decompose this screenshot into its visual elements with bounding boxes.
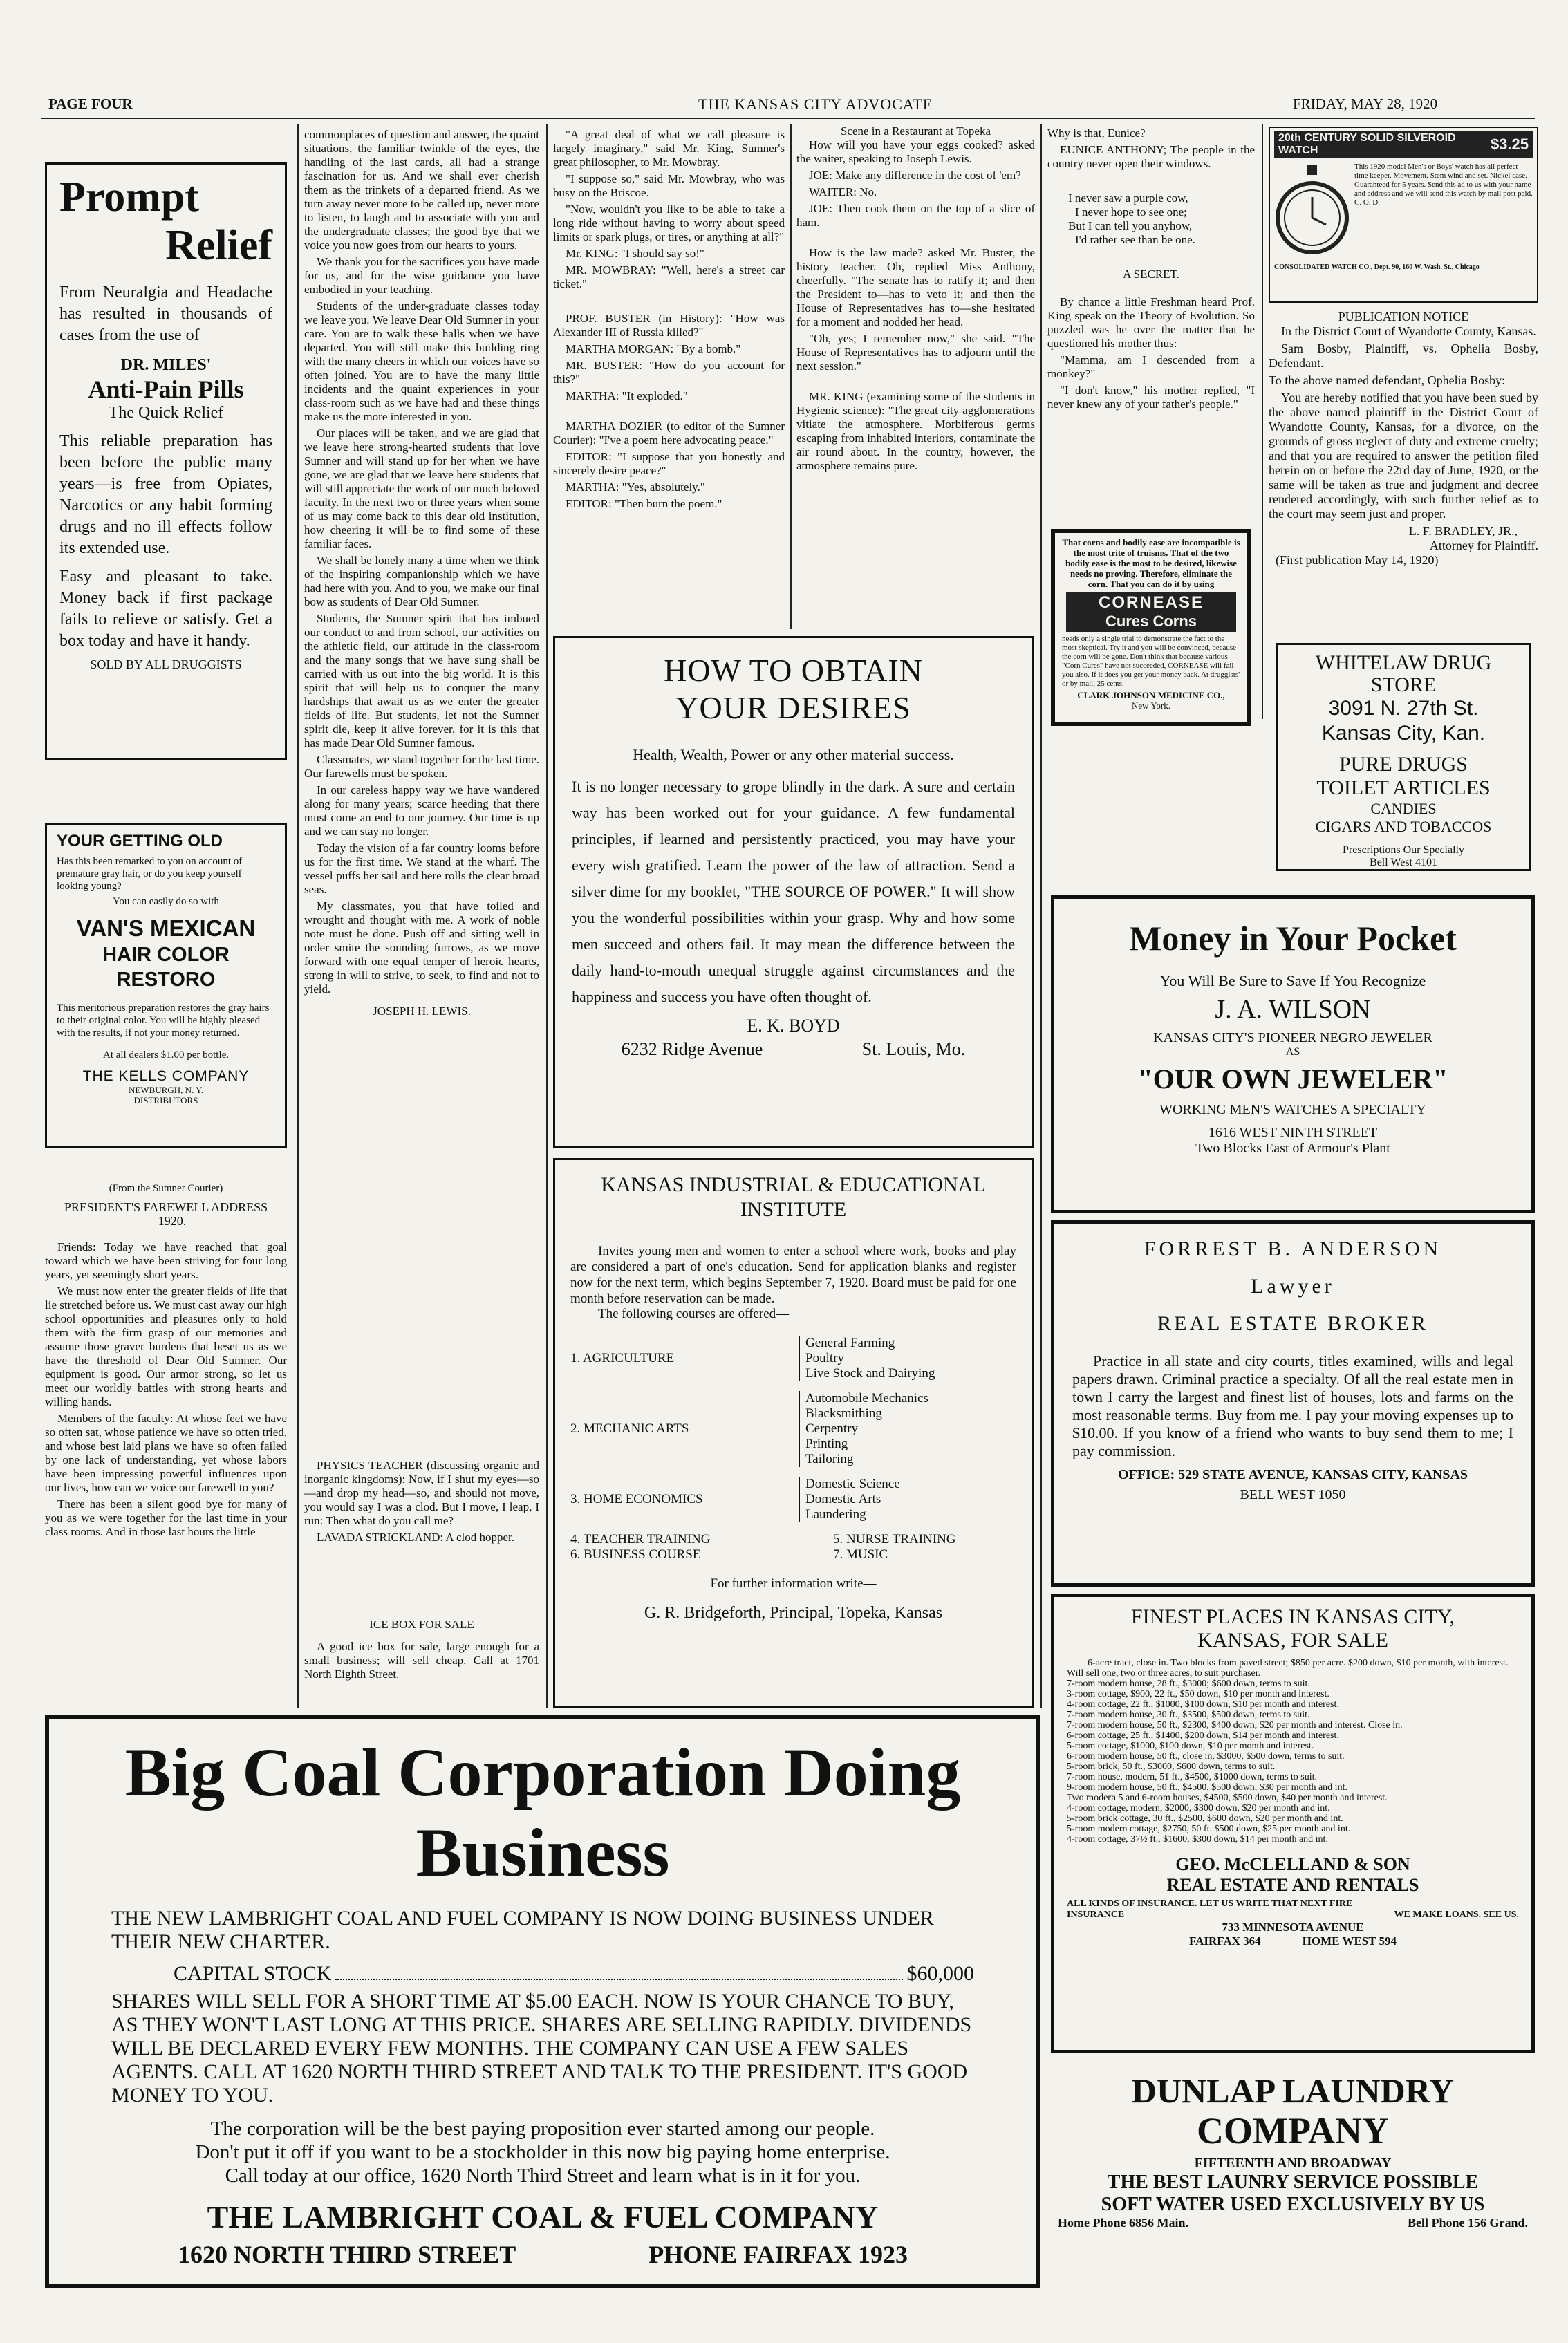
finest-places-ad <box>1051 1594 1535 2053</box>
vans-price: At all dealers $1.00 per bottle. <box>102 1049 230 1061</box>
whitelaw-line-1: PURE DRUGS <box>1339 753 1468 776</box>
farewell-paragraph: Students, the Sumner spirit that has imbued our conduct to and from school, our activities on the athletic field, our attitude in the class-room and the many songs that we have sung shall be carried with us out into the big world. It is this spirit that will help us to conquer the many hardships that await us as we enter the greater fields of life. But students, let not the Sumner spirit die, keep it alive forever, for it is this that has made Dear Old Sumner famous. <box>304 612 539 749</box>
prompt-footer: SOLD BY ALL DRUGGISTS <box>90 657 242 671</box>
desires-subtitle: Health, Wealth, Power or any other material success. <box>633 746 954 763</box>
finest-list <box>1067 1658 1519 1845</box>
coal-ad <box>45 1715 1040 2288</box>
wilson-ad <box>1051 895 1535 1213</box>
farewell-paragraph: Our places will be taken, and we are glad that we leave here strong-hearted students that love Sumner and will stand up for her when we have gone, we are glad that we leave here students that will still appreciate the work of our much beloved faculty. In the next two or three years when some of us may come back to this dear old institution, how cheering it will be to find some of these familiar faces. <box>304 427 539 550</box>
prompt-intro: From Neuralgia and Headache has resulted in thousands of cases from the use of <box>59 283 272 344</box>
anderson-body: Practice in all state and city courts, titles examined, wills and legal papers drawn. Criminal practice a specialty. Of all the real estate men in town I carry the largest and finest list of houses, lots and farms on the most reasonable terms. Buy from me. I pay your moving expenses up to $10.00. If you know of a friend who wants to buy send them to me; I pay commission. <box>1072 1352 1513 1459</box>
anderson-title: Lawyer <box>1251 1275 1335 1298</box>
listing: 5-room modern cottage, $2750, 50 ft. $500 down, $25 per month and int. <box>1067 1824 1351 1834</box>
course-music: 7. MUSIC <box>833 1547 888 1562</box>
wilson-slogan: "OUR OWN JEWELER" <box>1137 1063 1448 1094</box>
wilson-specialty: WORKING MEN'S WATCHES A SPECIALTY <box>1159 1102 1426 1117</box>
wilson-title: Money in Your Pocket <box>1129 919 1457 958</box>
desires-body: It is no longer necessary to grope blindly in the dark. A sure and certain way has been worked out for your guidance. A few fundamental principles, if learned and persistently practiced, you may have your every wish gratified. Learn the power of the law of attraction. Send a silver dime for my booklet, "THE SOURCE OF POWER." It will show you the wonderful possibilities within your grasp. Why and how some men succeed and others fail. It may mean the difference between the daily hand-to-mouth unequal struggle against circumstances and the happiness and success you have often thought of. <box>572 778 1015 1005</box>
listing: 4-room cottage, 22 ft., $1000, $100 down, $10 per month and interest. <box>1067 1699 1339 1710</box>
listing: 7-room modern house, 50 ft., $2300, $400 down, $20 per month and interest. Close in. <box>1067 1720 1403 1730</box>
icebox-ad <box>304 1618 539 1708</box>
wilson-as: AS <box>1285 1046 1300 1058</box>
column-rule <box>1262 124 1263 719</box>
institute-body: Invites young men and women to enter a school where work, books and play are considered a part of one's education. Send for application blanks and register now for the next term, which begins September 7, 1920. Board must be paid for one month before reservation can be made. <box>570 1244 1016 1306</box>
jokes-col-3 <box>553 128 785 633</box>
vans-title: YOUR GETTING OLD <box>57 832 223 850</box>
vans-body: This meritorious preparation restores the gray hairs to their original color. You will be highly pleased with the results, if not your money returned. <box>57 1002 270 1038</box>
coal-company: THE LAMBRIGHT COAL & FUEL COMPANY <box>207 2199 879 2234</box>
finest-phone-1: FAIRFAX 364 <box>1188 1934 1261 1948</box>
anderson-phone: BELL WEST 1050 <box>1240 1487 1346 1502</box>
cornease-brand: CORNEASE <box>1098 593 1204 612</box>
physics-joke <box>304 1459 539 1618</box>
joke-paragraph: Mr. KING: "I should say so!" <box>566 247 704 260</box>
publication-role: Attorney for Plaintiff. <box>1429 539 1538 552</box>
whitelaw-line-2: TOILET ARTICLES <box>1316 776 1491 799</box>
whitelaw-address: 3091 N. 27th St. <box>1328 697 1479 720</box>
joke-paragraph: PROF. BUSTER (in History): "How was Alexander III of Russia killed?" <box>553 312 785 339</box>
publication-paragraph: Sam Bosby, Plaintiff, vs. Ophelia Bosby, Defendant. <box>1269 342 1538 370</box>
prompt-relief-ad <box>45 162 287 760</box>
publication-paragraph: You are hereby notified that you have been sued by the above named plaintiff in the District Court of Wyandotte County, Kansas, for a divorce, on the grounds of gross neglect of duty and extreme cruelty; and that you are required to answer the petition filed herein on or before the 22rd day of June, 1920, or the same will be taken as true and judgment and decree rendered accordingly, with such further relief as to the court may seem just and proper. <box>1269 391 1538 521</box>
listing: 7-room modern house, 28 ft., $3000; $600 down, terms to suit. <box>1067 1679 1310 1689</box>
desires-city: St. Louis, Mo. <box>861 1039 966 1059</box>
joke-paragraph: PHYSICS TEACHER (discussing organic and inorganic kingdoms): Now, if I shut my eyes—so—and drop my head—so, and should not move, you would say I was a clod. But I move, I leap, I run: Then what do you call me? <box>304 1459 539 1527</box>
farewell-paragraph: There has been a silent good bye for many of you as we were together for the last time in your class rooms. And in those last hours the little <box>45 1497 287 1538</box>
whitelaw-spec: Prescriptions Our Specially <box>1343 844 1464 856</box>
joke-paragraph: JOE: Then cook them on the top of a slice of ham. <box>796 202 1035 229</box>
institute-principal: G. R. Bridgeforth, Principal, Topeka, Kansas <box>644 1604 943 1622</box>
vans-brand: VAN'S MEXICAN <box>76 915 256 941</box>
column-rule <box>546 124 548 1708</box>
listing: 5-room brick cottage, 30 ft., $2500, $600 down, $20 per month and int. <box>1067 1813 1343 1824</box>
dunlap-ad <box>1051 2067 1535 2295</box>
vans-hair-ad <box>45 823 287 1148</box>
anderson-sub: REAL ESTATE BROKER <box>1157 1312 1428 1335</box>
joke-paragraph: MARTHA DOZIER (to editor of the Sumner Courier): "I've a poem here advocating peace." <box>553 420 785 447</box>
course-item: Printing <box>805 1437 848 1451</box>
wilson-desc: KANSAS CITY'S PIONEER NEGRO JEWELER <box>1153 1030 1432 1045</box>
cornease-intro: That corns and bodily ease are incompatible is the most trite of truisms. That of the two bodily ease is the most to be desired, likewise needs no proving. Therefore, eliminate the corn. That you can do it by using <box>1062 537 1240 589</box>
joke-paragraph: EDITOR: "I suppose that you honestly and sincerely desire peace?" <box>553 450 785 477</box>
wilson-address: 1616 WEST NINTH STREET <box>1208 1125 1378 1140</box>
finest-title-1: FINEST PLACES IN KANSAS CITY, <box>1130 1605 1455 1628</box>
coal-stock-label: CAPITAL STOCK <box>174 1962 332 1985</box>
finest-insurance: ALL KINDS OF INSURANCE. LET US WRITE THAT NEXT FIRE INSURANCE <box>1067 1898 1353 1920</box>
vans-intro: Has this been remarked to you on account of premature gray hair, or do you keep yourself looking young? <box>57 856 243 892</box>
institute-further: For further information write— <box>710 1576 877 1591</box>
finest-phone-2: HOME WEST 594 <box>1302 1934 1397 1948</box>
joke-paragraph: "Oh, yes; I remember now," she said. "The House of Representatives has to adjourn until the next session." <box>796 332 1035 373</box>
course-mechanic <box>570 1391 1016 1467</box>
watch-banner: 20th CENTURY SOLID SILVEROID WATCH <box>1278 132 1456 156</box>
coal-closing-2: Don't put it off if you want to be a stockholder in this now big paying home enterprise. <box>195 2141 890 2163</box>
farewell-heading: PRESIDENT'S FAREWELL ADDRESS—1920. <box>64 1200 268 1228</box>
farewell-paragraph: Classmates, we stand together for the last time. Our farewells must be spoken. <box>304 753 539 780</box>
dunlap-address: FIFTEENTH AND BROADWAY <box>1194 2156 1392 2171</box>
issue-date: FRIDAY, MAY 28, 1920 <box>1293 95 1438 112</box>
vans-distributors: DISTRIBUTORS <box>133 1095 198 1105</box>
desires-title-2: YOUR DESIRES <box>675 690 911 725</box>
secret-heading: A SECRET. <box>1123 268 1179 281</box>
joke-paragraph: MR. KING (examining some of the students in Hygienic science): "The great city agglomerations vitiate the atmosphere. Morbiferous germs escaping from inhabited interiors, contaminate the air round about. In the country, however, the atmosphere remains pure. <box>796 390 1035 472</box>
dunlap-phone-2: Bell Phone 156 Grand. <box>1407 2216 1528 2230</box>
desires-address: 6232 Ridge Avenue <box>621 1039 763 1059</box>
dunlap-line-1: THE BEST LAUNRY SERVICE POSSIBLE <box>1107 2172 1479 2193</box>
secret-paragraph: "I don't know," his mother replied, "I never knew any of your father's people." <box>1047 384 1255 411</box>
publication-notice <box>1269 310 1538 636</box>
listing: 6-room cottage, 25 ft., $1400, $200 down, $14 per month and interest. <box>1067 1730 1339 1741</box>
poem-line: But I can tell you anyhow, <box>1068 219 1193 232</box>
watch-icon <box>1274 162 1350 259</box>
poem-line: I never saw a purple cow, <box>1068 192 1188 205</box>
whitelaw-ad <box>1276 643 1531 871</box>
joke-paragraph: MR. MOWBRAY: "Well, here's a street car ticket." <box>553 263 785 290</box>
whitelaw-line-3: CANDIES <box>1370 800 1437 817</box>
product-name: Anti-Pain Pills <box>88 375 244 403</box>
poem-line: I'd rather see than be one. <box>1075 233 1195 246</box>
watch-ad <box>1269 127 1538 303</box>
farewell-paragraph: Students of the under-graduate classes today we leave you. We leave Dear Old Sumner in your care. You are to walk these halls when we have departed. You will still make this building ring with the many cheers in which our voices have so often joined. You are to have the many little incidents and the quaint experiences in your class-room such as we have had and these things make us the more interested in you. <box>304 299 539 423</box>
course-item: Live Stock and Dairying <box>805 1366 935 1381</box>
anderson-office: OFFICE: 529 STATE AVENUE, KANSAS CITY, KANSAS <box>1117 1467 1468 1482</box>
course-name: 3. HOME ECONOMICS <box>570 1492 703 1506</box>
jokes-col-5 <box>1047 127 1255 500</box>
whitelaw-phone: Bell West 4101 <box>1370 857 1437 868</box>
joke-paragraph: Why is that, Eunice? <box>1047 127 1146 140</box>
course-item: Laundering <box>805 1507 866 1522</box>
institute-ad <box>553 1158 1034 1708</box>
joke-paragraph: EDITOR: "Then burn the poem." <box>566 497 722 510</box>
farewell-paragraph: Members of the faculty: At whose feet we have so often sat, whose patience we have so often tried, and whose best laid plans we have so often failed by one lack of understanding, yet whose labors have been impressing powerful influences upon our lives, how can we voice our farewell to you? <box>45 1412 287 1494</box>
wilson-near: Two Blocks East of Armour's Plant <box>1195 1141 1390 1156</box>
joke-paragraph: "A great deal of what we call pleasure is largely imaginary," said Mr. King, Sumner's great philosopher, to Mr. Mowbray. <box>553 128 785 169</box>
coal-title-1: Big Coal Corporation Doing <box>124 1734 961 1811</box>
farewell-paragraph: We shall be lonely many a time when we think of the inspiring companionship which we have had here with you. And to you, we make our final bow as students of Dear Old Sumner. <box>304 554 539 608</box>
listing: 9-room modern house, 50 ft., $4500, $500 down, $30 per month and int. <box>1067 1782 1347 1793</box>
listing: Two modern 5 and 6-room houses, $4500, $500 down, $40 per month and interest. <box>1067 1793 1388 1803</box>
course-nurse: 5. NURSE TRAINING <box>833 1532 956 1547</box>
course-item: Blacksmithing <box>805 1406 882 1421</box>
desires-title-1: HOW TO OBTAIN <box>664 653 923 688</box>
listing: 7-room modern house, 30 ft., $3500, $500 down, terms to suit. <box>1067 1710 1310 1720</box>
cornease-company: CLARK JOHNSON MEDICINE CO., <box>1077 690 1225 700</box>
listing: 4-room cottage, modern, $2000, $300 down, $20 per month and int. <box>1067 1803 1330 1813</box>
course-item: Domestic Arts <box>805 1492 881 1506</box>
institute-title-1: KANSAS INDUSTRIAL & EDUCATIONAL <box>601 1173 986 1196</box>
coal-intro: THE NEW LAMBRIGHT COAL AND FUEL COMPANY IS NOW DOING BUSINESS UNDER THEIR NEW CHARTER. <box>111 1907 934 1953</box>
anderson-name: FORREST B. ANDERSON <box>1144 1238 1442 1260</box>
poem <box>1068 192 1255 247</box>
publication-heading: PUBLICATION NOTICE <box>1338 310 1469 324</box>
coal-closing-1: The corporation will be the best paying proposition ever started among our people. <box>210 2118 875 2140</box>
watch-body: This 1920 model Men's or Boys' watch has all perfect time keeper. Movement. Stem wind and set. Nickel case. Guaranteed for 5 years. Send this ad to us with your name and address and we will send this watch by mail post paid. C. O. D. <box>1354 162 1533 207</box>
farewell-source: (From the Sumner Courier) <box>109 1183 223 1194</box>
listing: 6-room modern house, 50 ft., close in, $3000, $500 down, terms to suit. <box>1067 1751 1345 1762</box>
cornease-ad <box>1051 529 1251 726</box>
joke-paragraph: "I suppose so," said Mr. Mowbray, who was busy on the Briscoe. <box>553 172 785 199</box>
watch-company: CONSOLIDATED WATCH CO., Dept. 90, 160 W. Wash. St., Chicago <box>1274 263 1480 271</box>
course-home-economics <box>570 1477 1016 1522</box>
course-item: Cerpentry <box>805 1421 858 1436</box>
listing: 4-room cottage, 37½ ft., $1600, $300 down, $14 per month and int. <box>1067 1834 1328 1845</box>
listing: 3-room cottage, $900, 22 ft., $50 down, $10 per month and interest. <box>1067 1689 1329 1699</box>
column-rule <box>1040 124 1042 1708</box>
coal-title-2: Business <box>416 1814 670 1891</box>
joke-paragraph: MARTHA: "Yes, absolutely." <box>566 480 705 494</box>
watch-price: $3.25 <box>1490 136 1529 153</box>
secret-paragraph: By chance a little Freshman heard Prof. King speak on the Theory of Evolution. So puzzled was he over the matter that he questioned his mother thus: <box>1047 295 1255 350</box>
coal-phone: PHONE FAIRFAX 1923 <box>648 2241 908 2268</box>
farewell-paragraph: Friends: Today we have reached that goal toward which we have been striving for four long years, yet seemingly short years. <box>45 1240 287 1281</box>
joke-paragraph: MARTHA MORGAN: "By a bomb." <box>566 342 741 355</box>
course-name: 2. MECHANIC ARTS <box>570 1421 689 1436</box>
masthead <box>0 0 1568 131</box>
dunlap-name-2: COMPANY <box>1197 2110 1389 2151</box>
whitelaw-name-2: STORE <box>1370 673 1437 696</box>
coal-stock-leader <box>335 1961 902 1980</box>
joke-paragraph: WAITER: No. <box>809 185 877 198</box>
dunlap-name-1: DUNLAP LAUNDRY <box>1131 2071 1455 2110</box>
course-agriculture <box>570 1336 1016 1381</box>
vans-city: NEWBURGH, N. Y. <box>129 1085 203 1095</box>
cornease-body: needs only a single trial to demonstrate the fact to the most skeptical. Try it and you will be convinced, because the corn will be gone. Don't think that because various "Corn Cures" have not succeeded, CORNEASE will fail you also. If it does you get your money back. At druggists' or by mail, 25 cents. <box>1062 635 1240 688</box>
finest-loans: WE MAKE LOANS. SEE US. <box>1394 1910 1519 1920</box>
vans-easy: You can easily do so with <box>113 896 219 907</box>
listing: 5-room brick, 50 ft., $3000, $600 down, terms to suit. <box>1067 1762 1276 1772</box>
relief-title: Relief <box>165 222 272 269</box>
course-item: Domestic Science <box>805 1477 900 1491</box>
icebox-heading: ICE BOX FOR SALE <box>369 1618 474 1631</box>
restaurant-heading: Scene in a Restaurant at Topeka <box>840 124 991 138</box>
farewell-paragraph: We thank you for the sacrifices you have made for us, and for the wise guidance you have embodied in your teaching. <box>304 255 539 296</box>
course-item: Automobile Mechanics <box>805 1391 928 1406</box>
course-teacher: 4. TEACHER TRAINING <box>570 1532 711 1547</box>
farewell-paragraph: We must now enter the greater fields of life that lie stretched before us. We must cast away our high school opportunities and pleasures only to hold them with the firm grasp of our memories and assume those graver burdens that beset us as we have the threshold of Dear Old Sumner. Our equipment is good. Our armor strong, so let us meet our worldly battles with strong hearts and willing hands. <box>45 1285 287 1408</box>
joke-paragraph: MARTHA: "It exploded." <box>566 389 688 402</box>
cornease-city: New York. <box>1132 700 1170 711</box>
desires-name: E. K. BOYD <box>747 1016 840 1036</box>
listing: 7-room house, modern, 51 ft., $4500, $1000 down, terms to suit. <box>1067 1772 1318 1782</box>
finest-title-2: KANSAS, FOR SALE <box>1197 1629 1388 1652</box>
publication-paragraph: In the District Court of Wyandotte County, Kansas. <box>1281 324 1536 338</box>
finest-firm: GEO. McCLELLAND & SON <box>1175 1854 1410 1874</box>
publication-paragraph: To the above named defendant, Ophelia Bosby: <box>1269 373 1506 387</box>
prompt-title: Prompt <box>59 174 200 221</box>
joke-paragraph: "Now, wouldn't you like to be able to take a long ride without having to worry about speed limits or spark plugs, or tires, or anything at all?" <box>553 203 785 243</box>
vans-product: HAIR COLOR RESTORO <box>102 944 230 991</box>
joke-paragraph: How is the law made? asked Mr. Buster, the history teacher. Oh, replied Miss Anthony, cheerfully. "The senate has to ratify it; and then the President to—has to veto it; and then the House of Representatives has to—she hesitated for a moment and nodded her head. <box>796 246 1035 328</box>
coal-body: SHARES WILL SELL FOR A SHORT TIME AT $5.00 EACH. NOW IS YOUR CHANCE TO BUY, AS THEY WON'T LAST LONG AT THIS PRICE. SHARES ARE SELLING RAPIDLY. DIVIDENDS WILL BE DECLARED EVERY FEW MONTHS. THE COMPANY CAN USE A FEW SALES AGENTS. CALL AT 1620 NORTH THIRD STREET AND TALK TO THE PRESIDENT. IT'S GOOD MONEY TO YOU. <box>111 1990 972 2107</box>
dunlap-phone-1: Home Phone 6856 Main. <box>1058 2216 1188 2230</box>
masthead-rule <box>41 118 1535 119</box>
wilson-sub: You Will Be Sure to Save If You Recognize <box>1159 972 1426 989</box>
joke-paragraph: MR. BUSTER: "How do you account for this?" <box>553 359 785 386</box>
publication-first: (First publication May 14, 1920) <box>1276 553 1439 567</box>
farewell-col-1 <box>45 1182 287 1715</box>
farewell-paragraph: In our careless happy way we have wandered along for many years; scarce heeding that there must come an end to our journey. Our time is up and we can stay no longer. <box>304 783 539 838</box>
course-item: General Farming <box>805 1336 895 1350</box>
cornease-slogan: Cures Corns <box>1105 613 1197 630</box>
prompt-body-1: This reliable preparation has been before the public many years—is free from Opiates, Narcotics or any habit forming drugs and no ill effects follow its extended use. <box>59 432 272 557</box>
listing: 6-acre tract, close in. Two blocks from paved street; $850 per acre. $200 down, $10 per month, with interest. Will sell one, two or three acres, to suit purchaser. <box>1067 1658 1509 1679</box>
column-rule <box>790 124 792 629</box>
finest-address: 733 MINNESOTA AVENUE <box>1222 1921 1364 1934</box>
whitelaw-city: Kansas City, Kan. <box>1321 722 1486 745</box>
page-number: PAGE FOUR <box>48 95 133 112</box>
institute-title-2: INSTITUTE <box>740 1198 847 1221</box>
dunlap-line-2: SOFT WATER USED EXCLUSIVELY BY US <box>1101 2194 1485 2215</box>
listing: 5-room cottage, $1000, $100 down, $10 per month and interest. <box>1067 1741 1314 1751</box>
product-tagline: The Quick Relief <box>108 404 224 422</box>
course-item: Tailoring <box>805 1452 854 1466</box>
coal-closing-3: Call today at our office, 1620 North Third Street and learn what is in it for you. <box>225 2165 861 2187</box>
whitelaw-name-1: WHITELAW DRUG <box>1315 651 1492 674</box>
publication-signer: L. F. BRADLEY, JR., <box>1408 524 1518 538</box>
icebox-body: A good ice box for sale, large enough for a small business; will sell cheap. Call at 1701 North Eighth Street. <box>304 1640 539 1681</box>
jokes-col-4 <box>796 124 1035 629</box>
brand-name: DR. MILES' <box>120 356 212 374</box>
course-business: 6. BUSINESS COURSE <box>570 1547 701 1562</box>
course-item: Poultry <box>805 1351 844 1365</box>
joke-paragraph: JOE: Make any difference in the cost of 'em? <box>809 169 1021 182</box>
vans-company: THE KELLS COMPANY <box>82 1068 250 1084</box>
farewell-paragraph: My classmates, you that have toiled and wrought and thought with me. A work of noble note must be done. Push off and sitting well in order smite the sounding furrows, as we move forward with one equal temper of heroic hearts, strong in will to strive, to seek, to find and not to yield. <box>304 899 539 996</box>
whitelaw-line-4: CIGARS AND TOBACCOS <box>1315 818 1492 835</box>
joke-paragraph: EUNICE ANTHONY; The people in the country never open their windows. <box>1047 143 1255 170</box>
coal-stock-value: $60,000 <box>906 1962 974 1985</box>
farewell-signature: JOSEPH H. LEWIS. <box>373 1005 471 1018</box>
wilson-name: J. A. WILSON <box>1215 995 1371 1024</box>
poem-line: I never hope to see one; <box>1075 205 1187 218</box>
finest-firm-sub: REAL ESTATE AND RENTALS <box>1166 1875 1419 1895</box>
secret-paragraph: "Mamma, am I descended from a monkey?" <box>1047 353 1255 380</box>
joke-paragraph: LAVADA STRICKLAND: A clod hopper. <box>317 1531 515 1544</box>
prompt-body-2: Easy and pleasant to take. Money back if first package fails to relieve or satisfy. Get a box today and have it handy. <box>59 568 272 650</box>
institute-courses-intro: The following courses are offered— <box>598 1307 790 1321</box>
coal-address: 1620 NORTH THIRD STREET <box>178 2241 516 2268</box>
farewell-paragraph: Today the vision of a far country looms before us for the first time. We stand at the wharf. The vessel puffs her sail and here rolls the clear broad seas. <box>304 841 539 896</box>
farewell-paragraph: commonplaces of question and answer, the quaint situations, the familiar twinkle of the eyes, the handling of the last cards, all had a strange fascination for us. And we shall ever cherish them as the trinkets of a departed friend. As we turn away never more to be called up, never more to listen, to laugh and to associate with you and the undergraduate classes; the good bye that we voice you now goes from our hearts to yours. <box>304 128 539 252</box>
desires-ad <box>553 636 1034 1148</box>
joke-paragraph: How will you have your eggs cooked? asked the waiter, speaking to Joseph Lewis. <box>796 138 1035 165</box>
cornease-box <box>1066 592 1236 632</box>
course-name: 1. AGRICULTURE <box>570 1351 675 1365</box>
column-rule <box>297 124 299 1708</box>
anderson-ad <box>1051 1220 1535 1587</box>
farewell-col-2 <box>304 128 539 1455</box>
paper-name: THE KANSAS CITY ADVOCATE <box>698 95 933 113</box>
